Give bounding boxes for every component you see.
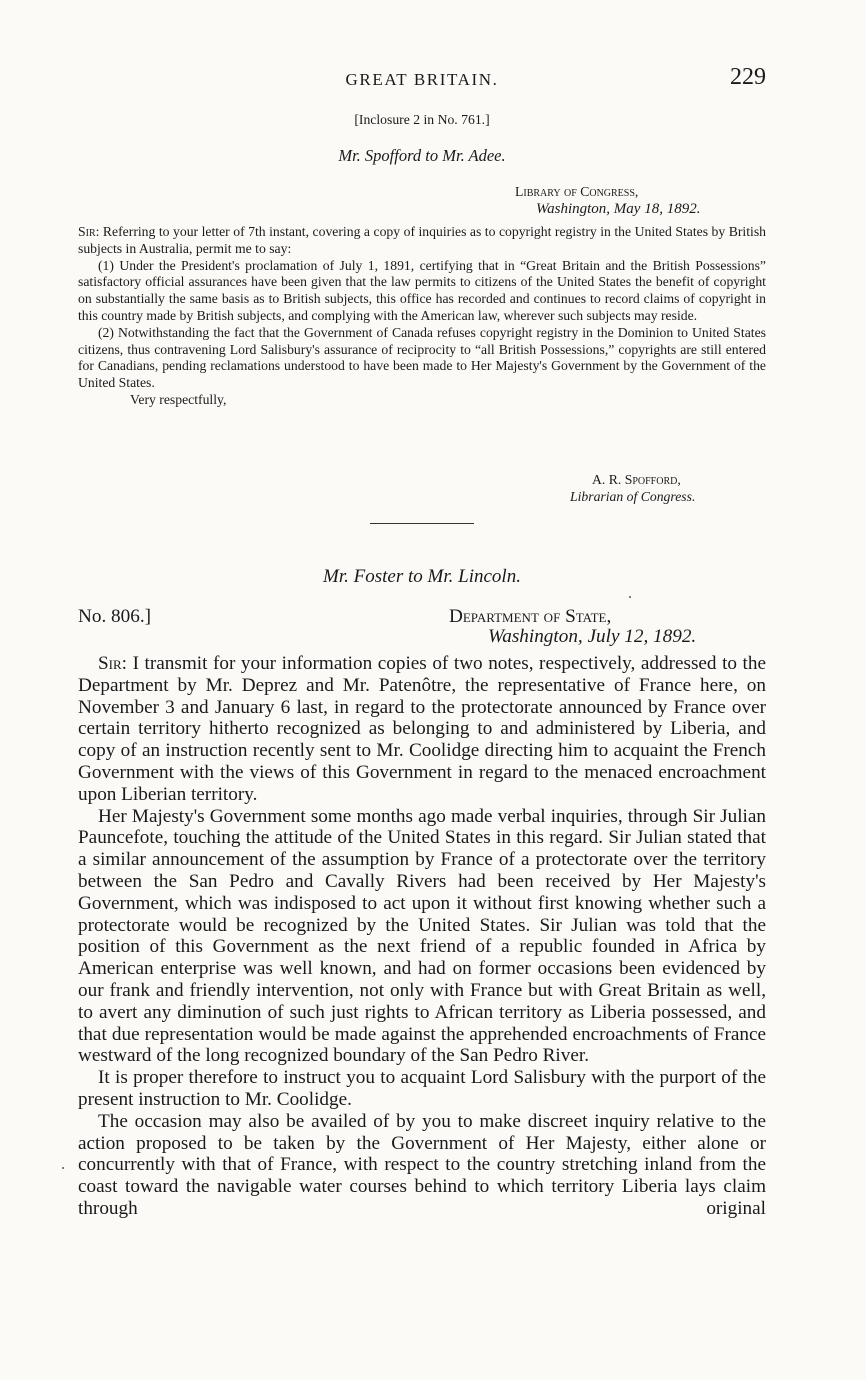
enclosure-paragraph: (1) Under the President's proclamation of July 1, 1891, certifying that in “Great Britain and the British Possessions” satisfactory official assurances have been given that the law permits to citizens of the United States the benefit of copyright on substantially the same basis as to British subjects, this office has recorded and continues to record claims of copyright in this country made by British subjects, and complying with the American law, wherever such subjects may reside. — [78, 257, 766, 323]
enclosure-paragraph: (2) Notwithstanding the fact that the Government of Canada refuses copyright registry in the Dominion to United States citizens, thus contravening Lord Salisbury's assurance of reciprocity to “all British Possessions,” copyrights are still entered for Canadians, pending reclamations understood to have been made to Her Majesty's Government by the Government of the United States. — [78, 324, 766, 391]
section-divider — [370, 523, 474, 524]
enclosure-body — [78, 224, 766, 409]
letter-place-line-2: Washington, July 12, 1892. — [488, 626, 697, 647]
enclosure-place-line-2: Washington, May 18, 1892. — [536, 201, 701, 217]
enclosure-heading: Mr. Spofford to Mr. Adee. — [338, 146, 506, 165]
letter-paragraph: It is proper therefore to instruct you to acquaint Lord Salisbury with the purport of the present instruction to Mr. Coolidge. — [78, 1067, 766, 1110]
stray-mark — [62, 1167, 64, 1169]
letter-number: No. 806.] — [78, 606, 152, 627]
letter-body — [78, 653, 766, 1220]
running-head — [78, 64, 766, 94]
stray-mark — [629, 596, 631, 598]
letter-paragraph: Her Majesty's Government some months ago made verbal inquiries, through Sir Julian Pauncefote, touching the attitude of the United States in this regard. Sir Julian stated that a similar announcement of the assumption by France of a protectorate over the territory between the San Pedro and Cavally Rivers had been received by Her Majesty's Government, which was indisposed to act upon it without first knowing whether such a protectorate would be recognized by the United States. Sir Julian was told that the position of this Government as the next friend of a republic founded in Africa by American enterprise was well known, and had on former occasions been evidenced by our frank and friendly intervention, not only with France but with Great Britain as well, to avert any diminution of such just rights to African territory as Liberia possessed, and that due representation would be made against the apprehended encroachments of France westward of the long recognized boundary of the San Pedro River. — [78, 805, 766, 1067]
enclosure-salutation: Sir: — [78, 224, 100, 239]
letter-paragraph: Sir: I transmit for your information copies of two notes, respectively, addressed to the Department by Mr. Deprez and Mr. Patenôtre, the representative of France here, on November 3 and January 6 last, in regard to the protectorate announced by France over certain territory hitherto recognized as belonging to and administered by Liberia, and copy of an instruction recently sent to Mr. Coolidge directing him to acquaint the French Government with the views of this Government in regard to the menaced encroachment upon Liberian territory. — [78, 653, 766, 805]
enclosure-signature-name: A. R. Spofford, — [592, 472, 681, 487]
page-number: 229 — [730, 64, 766, 90]
letter-place-line-1: Department of State, — [449, 606, 612, 627]
enclosure-place-line-1: Library of Congress, — [515, 184, 639, 199]
letter-heading: Mr. Foster to Mr. Lincoln. — [323, 566, 521, 587]
running-title: GREAT BRITAIN. — [345, 70, 499, 89]
letter-paragraph: The occasion may also be availed of by you to make discreet inquiry relative to the action proposed to be taken by the Government of Her Majesty, either alone or concurrently with that of France, with respect to the country stretching inland from the coast toward the navigable water courses behind to which territory Liberia lays claim through original — [78, 1110, 766, 1219]
enclosure-closing: Very respectfully, — [130, 391, 227, 407]
enclosure-caption: [Inclosure 2 in No. 761.] — [354, 112, 490, 127]
letter-salutation: Sir: — [98, 653, 128, 674]
enclosure-paragraph: Sir: Referring to your letter of 7th instant, covering a copy of inquiries as to copyright registry in the United States by British subjects in Australia, permit me to say: — [78, 224, 766, 256]
enclosure-signature-title: Librarian of Congress. — [570, 489, 696, 504]
